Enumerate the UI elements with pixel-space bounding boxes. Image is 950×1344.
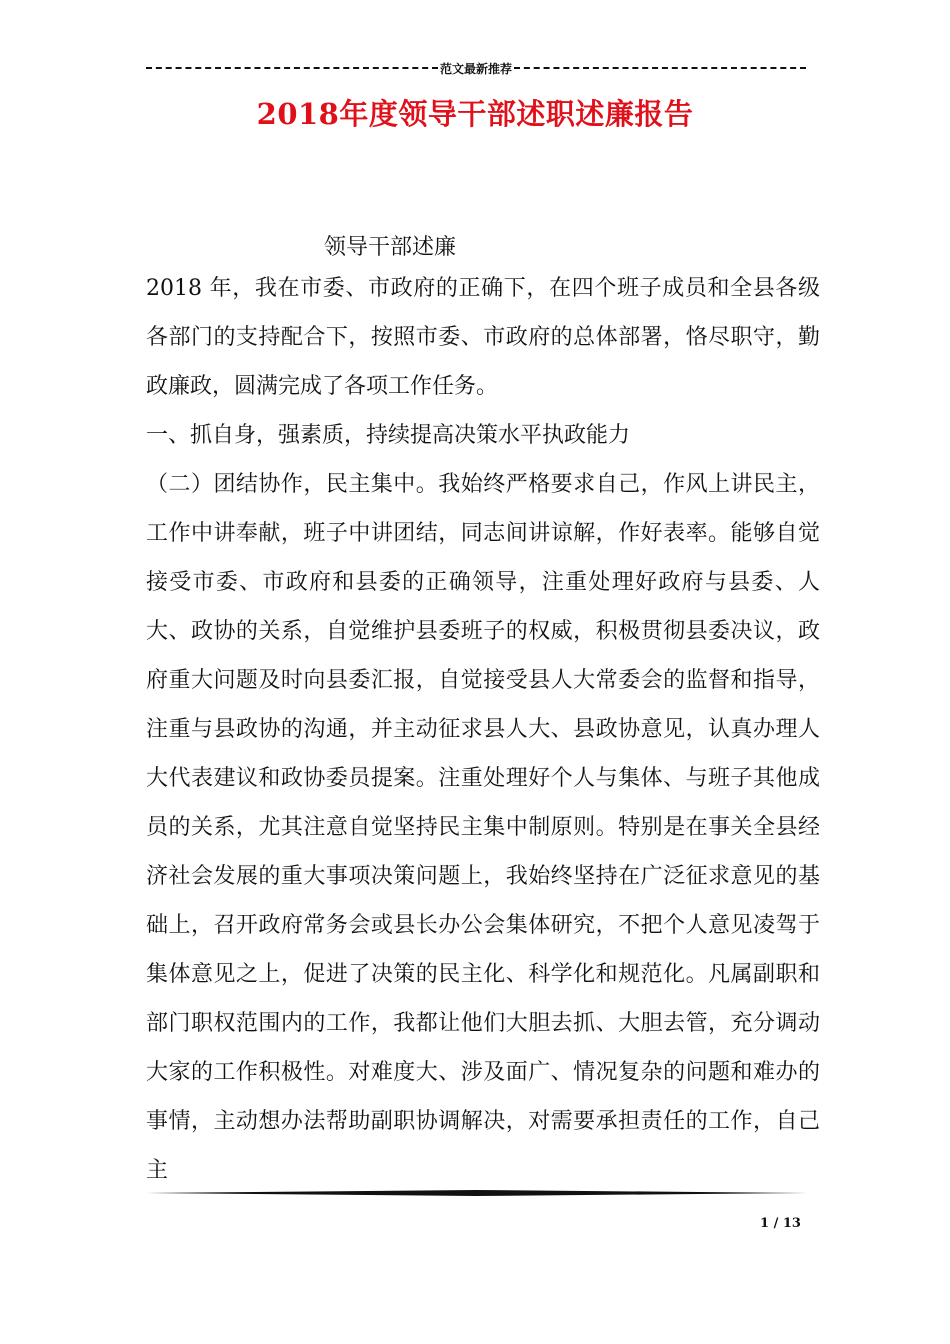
paragraph-section-heading: 一、抓自身，强素质，持续提高决策水平执政能力: [146, 423, 631, 448]
page-number: 1 / 13: [760, 1216, 801, 1231]
header-dash-right: [514, 67, 806, 69]
header-dash-left: [146, 67, 438, 69]
header-banner-label: 范文最新推荐: [440, 61, 513, 76]
paragraph-intro: 2018 年，我在市委、市政府的正确下，在四个班子成员和全县各级各部门的支持配合下，按照市委、市政府的总体部署，恪尽职守，勤政廉政，圆满完成了各项工作任务。: [146, 276, 820, 399]
footer-rule: [146, 1190, 808, 1196]
document-title: 2018年度领导干部述职述廉报告: [256, 97, 694, 131]
header-banner: [146, 58, 806, 78]
paragraph-main: （二）团结协作，民主集中。我始终严格要求自己，作风上讲民主，工作中讲奉献，班子中讲团结，同志间讲谅解，作好表率。能够自觉接受市委、市政府和县委的正确领导，注重处理好政府与县委、人大、政协的关系，自觉维护县委班子的权威，积极贯彻县委决议，政府重大问题及时向县委汇报，自觉接受县人大常委会的监督和指导，注重与县政协的沟通，并主动征求县人大、县政协意见，认真办理人大代表建议和政协委员提案。注重处理好个人与集体、与班子其他成员的关系，尤其注意自觉坚持民主集中制原则。特别是在事关全县经济社会发展的重大事项决策问题上，我始终坚持在广泛征求意见的基础上，召开政府常务会或县长办公会集体研究，不把个人意见凌驾于集体意见之上，促进了决策的民主化、科学化和规范化。凡属副职和部门职权范围内的工作，我都让他们大胆去抓、大胆去管，充分调动大家的工作积极性。对难度大、涉及面广、情况复杂的问题和难办的事情，主动想办法帮助副职协调解决，对需要承担责任的工作，自己主: [146, 472, 820, 1183]
document-body: [146, 264, 820, 1195]
document-subtitle: 领导干部述廉: [324, 235, 457, 260]
